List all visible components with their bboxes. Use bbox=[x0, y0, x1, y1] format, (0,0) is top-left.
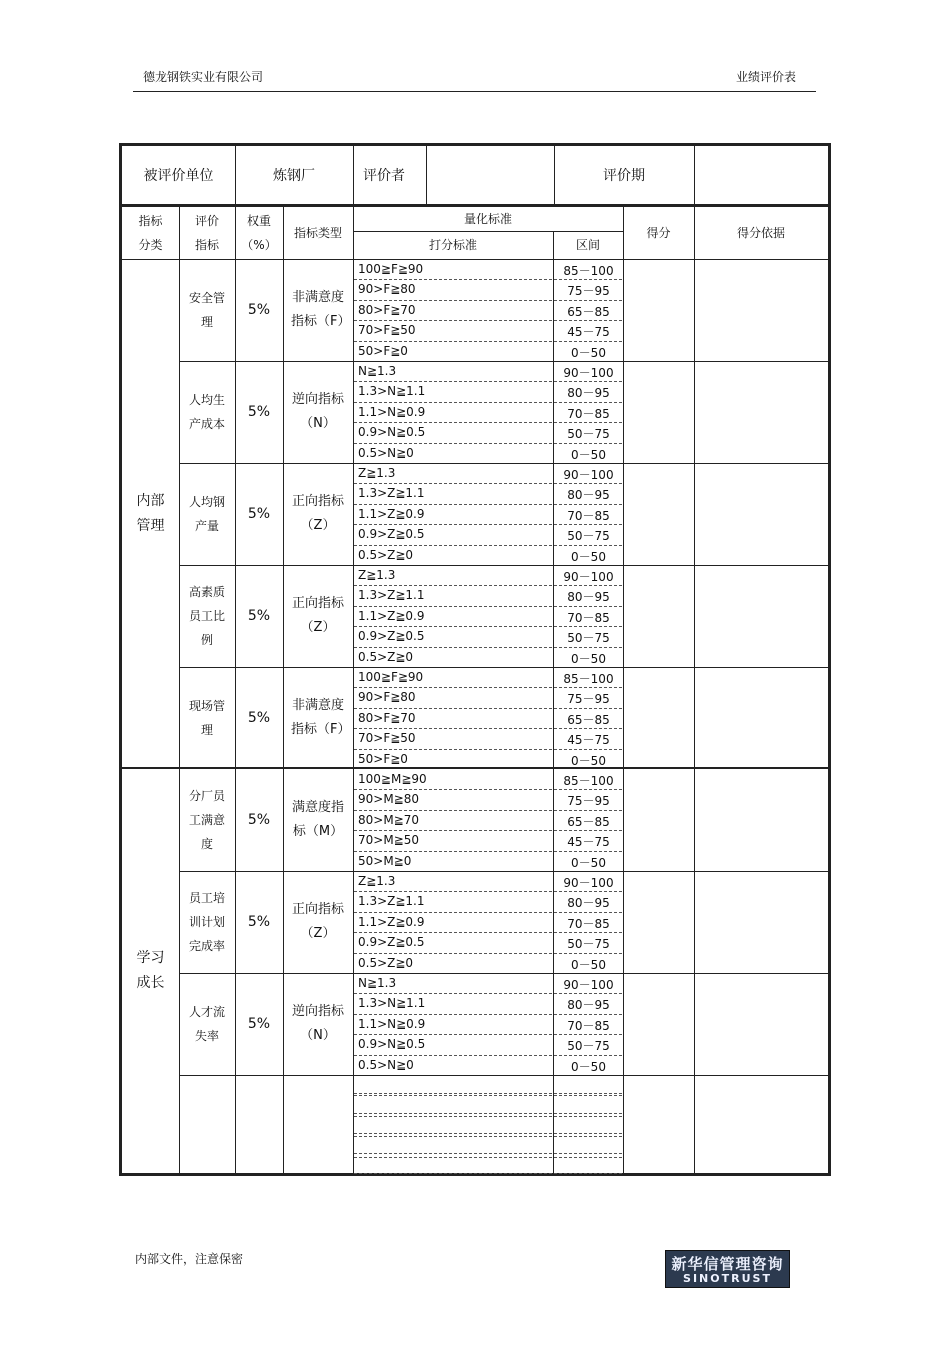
scoring-standard: Z≧1.3 bbox=[358, 466, 396, 480]
score-range: 0－50 bbox=[571, 651, 606, 666]
company-name: 德龙钢铁实业有限公司 bbox=[143, 70, 264, 84]
sub-divider bbox=[354, 443, 622, 444]
sub-divider bbox=[354, 483, 622, 484]
info-divider bbox=[122, 204, 828, 207]
indicator-type: 正向指标（Z） bbox=[291, 494, 344, 533]
sub-divider bbox=[354, 728, 622, 729]
score-range: 80－95 bbox=[567, 998, 610, 1013]
indicator-name: 现场管理 bbox=[188, 699, 225, 737]
score-field[interactable] bbox=[623, 361, 694, 463]
indicator-type: 正向指标（Z） bbox=[291, 902, 344, 941]
evaluation-table bbox=[119, 143, 831, 1176]
scoring-standard: 1.1>N≧0.9 bbox=[358, 1016, 426, 1031]
blank-line bbox=[354, 1133, 622, 1134]
scoring-standard: 1.1>Z≧0.9 bbox=[358, 914, 425, 929]
scoring-standard: 90>F≧80 bbox=[358, 690, 416, 705]
grid-line bbox=[426, 146, 427, 204]
scoring-standard: 70>F≧50 bbox=[358, 731, 416, 746]
scoring-standard: 100≧F≧90 bbox=[358, 670, 424, 684]
scoring-standard: 90>M≧80 bbox=[358, 792, 420, 807]
score-range: 80－95 bbox=[567, 590, 610, 605]
grid-line bbox=[694, 146, 695, 204]
col-indicator: 评价指标 bbox=[194, 214, 219, 252]
score-range: 85－100 bbox=[563, 264, 614, 278]
category-internal: 内部管理 bbox=[136, 492, 165, 534]
sub-divider bbox=[354, 851, 622, 852]
period-label: 评价期 bbox=[603, 168, 645, 184]
sub-divider bbox=[354, 300, 622, 301]
score-range: 45－75 bbox=[567, 835, 610, 850]
scoring-standard: 0.5>N≧0 bbox=[358, 1057, 414, 1072]
scoring-standard: 1.1>Z≧0.9 bbox=[358, 608, 425, 623]
indicator-name: 人均生产成本 bbox=[188, 393, 225, 431]
scoring-standard: 100≧F≧90 bbox=[358, 262, 424, 276]
score-range: 90－100 bbox=[563, 876, 614, 890]
indicator-weight: 5% bbox=[247, 710, 271, 726]
sub-divider bbox=[354, 1116, 622, 1117]
scoring-standard: 50>F≧0 bbox=[358, 751, 408, 766]
sub-divider bbox=[354, 749, 622, 750]
header-divider bbox=[133, 91, 816, 92]
indicator-name: 人均钢产量 bbox=[188, 495, 225, 533]
indicator-type: 逆向指标（N） bbox=[291, 1004, 344, 1043]
score-range: 0－50 bbox=[571, 345, 606, 360]
score-range: 70－85 bbox=[567, 916, 610, 931]
sub-divider bbox=[354, 647, 622, 648]
indicator-weight: 5% bbox=[247, 404, 271, 420]
scoring-standard: 80>F≧70 bbox=[358, 302, 416, 317]
indicator-name: 安全管理 bbox=[188, 291, 225, 329]
sub-divider bbox=[354, 341, 622, 342]
sub-divider bbox=[354, 830, 622, 831]
score-range: 0－50 bbox=[571, 447, 606, 462]
scoring-standard: 0.9>Z≧0.5 bbox=[358, 935, 425, 950]
score-range: 70－85 bbox=[567, 508, 610, 523]
grid-line bbox=[353, 146, 354, 204]
sub-divider bbox=[354, 1034, 622, 1035]
sub-divider bbox=[354, 402, 622, 403]
score-range: 70－85 bbox=[567, 406, 610, 421]
evaluator-field[interactable] bbox=[426, 146, 554, 204]
basis-field[interactable] bbox=[694, 667, 828, 769]
sub-divider bbox=[354, 810, 622, 811]
indicator-weight: 5% bbox=[247, 812, 271, 828]
score-range: 0－50 bbox=[571, 1059, 606, 1074]
score-range: 75－95 bbox=[567, 794, 610, 809]
score-field[interactable] bbox=[623, 769, 694, 871]
grid-line bbox=[554, 146, 555, 204]
sub-divider bbox=[354, 422, 622, 423]
unit-label: 被评价单位 bbox=[143, 168, 214, 184]
scoring-standard: 0.9>Z≧0.5 bbox=[358, 527, 425, 542]
scoring-standard: 70>M≧50 bbox=[358, 833, 420, 848]
indicator-type: 逆向指标（N） bbox=[291, 392, 344, 431]
blank-line bbox=[354, 1113, 622, 1114]
basis-field[interactable] bbox=[694, 871, 828, 973]
indicator-name: 高素质员工比例 bbox=[188, 585, 225, 647]
basis-field[interactable] bbox=[694, 769, 828, 871]
scoring-standard: 50>M≧0 bbox=[358, 853, 412, 868]
scoring-standard: 0.9>N≧0.5 bbox=[358, 425, 426, 440]
scoring-standard: Z≧1.3 bbox=[358, 874, 396, 888]
sub-divider bbox=[354, 1136, 622, 1137]
scoring-standard: 50>F≧0 bbox=[358, 343, 408, 358]
basis-field[interactable] bbox=[694, 463, 828, 565]
grid-line bbox=[353, 207, 354, 1173]
basis-field[interactable] bbox=[694, 361, 828, 463]
score-range: 50－75 bbox=[567, 427, 610, 442]
scoring-standard: 1.3>Z≧1.1 bbox=[358, 588, 425, 603]
score-field[interactable] bbox=[623, 463, 694, 565]
indicator-name: 分厂员工满意度 bbox=[188, 789, 225, 851]
score-range: 90－100 bbox=[563, 366, 614, 380]
scoring-standard: 1.3>Z≧1.1 bbox=[358, 894, 425, 909]
score-range: 0－50 bbox=[571, 855, 606, 870]
sub-divider bbox=[354, 953, 622, 954]
sub-divider bbox=[354, 708, 622, 709]
quant-divider bbox=[353, 231, 623, 232]
scoring-standard: 100≧M≧90 bbox=[358, 772, 427, 786]
category-growth: 学习成长 bbox=[136, 949, 165, 991]
score-range: 50－75 bbox=[567, 937, 610, 952]
sub-divider bbox=[354, 1014, 622, 1015]
scoring-standard: 1.3>Z≧1.1 bbox=[358, 486, 425, 501]
indicator-type: 正向指标（Z） bbox=[291, 596, 344, 635]
indicator-weight: 5% bbox=[247, 1016, 271, 1032]
score-field[interactable] bbox=[623, 973, 694, 1075]
score-range: 80－95 bbox=[567, 386, 610, 401]
scoring-standard: 0.5>Z≧0 bbox=[358, 955, 414, 970]
score-range: 0－50 bbox=[571, 957, 606, 972]
scoring-standard: 0.5>Z≧0 bbox=[358, 649, 414, 664]
sub-divider bbox=[354, 545, 622, 546]
indicator-name: 员工培训计划完成率 bbox=[188, 891, 225, 953]
col-type: 指标类型 bbox=[293, 226, 342, 240]
col-scoring: 打分标准 bbox=[428, 238, 477, 252]
indicator-weight: 5% bbox=[247, 914, 271, 930]
scoring-standard: 0.5>N≧0 bbox=[358, 445, 414, 460]
indicator-weight: 5% bbox=[247, 302, 271, 318]
score-range: 50－75 bbox=[567, 1039, 610, 1054]
sub-divider bbox=[354, 585, 622, 586]
score-range: 65－85 bbox=[567, 304, 610, 319]
score-range: 85－100 bbox=[563, 774, 614, 788]
score-range: 65－85 bbox=[567, 712, 610, 727]
score-field[interactable] bbox=[623, 667, 694, 769]
sub-divider bbox=[354, 524, 622, 525]
sub-divider bbox=[354, 993, 622, 994]
score-range: 65－85 bbox=[567, 814, 610, 829]
confidential-note: 内部文件，注意保密 bbox=[135, 1252, 244, 1266]
scoring-standard: 80>M≧70 bbox=[358, 812, 420, 827]
basis-field[interactable] bbox=[694, 565, 828, 667]
col-range: 区间 bbox=[575, 238, 600, 252]
score-range: 75－95 bbox=[567, 284, 610, 299]
document-title: 业绩评价表 bbox=[736, 70, 797, 84]
blank-line bbox=[354, 1173, 622, 1174]
sub-divider bbox=[354, 626, 622, 627]
unit-value: 炼钢厂 bbox=[273, 168, 315, 184]
scoring-standard: 0.9>Z≧0.5 bbox=[358, 629, 425, 644]
indicator-weight: 5% bbox=[247, 506, 271, 522]
period-field[interactable] bbox=[694, 146, 828, 204]
scoring-standard: Z≧1.3 bbox=[358, 568, 396, 582]
grid-line bbox=[235, 146, 236, 204]
score-range: 0－50 bbox=[571, 753, 606, 768]
score-field[interactable] bbox=[623, 259, 694, 361]
basis-field[interactable] bbox=[694, 973, 828, 1075]
scoring-standard: 90>F≧80 bbox=[358, 282, 416, 297]
blank-line bbox=[354, 1153, 622, 1154]
score-range: 80－95 bbox=[567, 488, 610, 503]
score-field[interactable] bbox=[623, 565, 694, 667]
score-range: 90－100 bbox=[563, 978, 614, 992]
score-range: 70－85 bbox=[567, 610, 610, 625]
score-range: 50－75 bbox=[567, 529, 610, 544]
logo-cn-text: 新华信管理咨询 bbox=[671, 1255, 784, 1273]
scoring-standard: 80>F≧70 bbox=[358, 710, 416, 725]
basis-field[interactable] bbox=[694, 259, 828, 361]
scoring-standard: 1.3>N≧1.1 bbox=[358, 384, 426, 399]
indicator-type: 非满意度指标（F） bbox=[291, 290, 351, 329]
score-range: 80－95 bbox=[567, 896, 610, 911]
sub-divider bbox=[354, 687, 622, 688]
evaluator-label: 评价者 bbox=[363, 168, 405, 184]
col-quant: 量化标准 bbox=[463, 212, 512, 226]
sub-divider bbox=[354, 932, 622, 933]
score-range: 45－75 bbox=[567, 733, 610, 748]
col-score: 得分 bbox=[646, 226, 671, 240]
score-field[interactable] bbox=[623, 871, 694, 973]
scoring-standard: 0.5>Z≧0 bbox=[358, 547, 414, 562]
scoring-standard: 0.9>N≧0.5 bbox=[358, 1037, 426, 1052]
indicator-type: 非满意度指标（F） bbox=[291, 698, 351, 737]
col-basis: 得分依据 bbox=[736, 226, 785, 240]
scoring-standard: 70>F≧50 bbox=[358, 323, 416, 338]
row-divider bbox=[179, 1075, 828, 1076]
sub-divider bbox=[354, 1055, 622, 1056]
score-range: 75－95 bbox=[567, 692, 610, 707]
indicator-name: 人才流失率 bbox=[188, 1005, 225, 1043]
sub-divider bbox=[354, 789, 622, 790]
sub-divider bbox=[354, 279, 622, 280]
sub-divider bbox=[354, 1157, 622, 1158]
sub-divider bbox=[354, 1095, 622, 1096]
scoring-standard: N≧1.3 bbox=[358, 976, 397, 990]
indicator-type: 满意度指标（M） bbox=[291, 800, 344, 839]
sub-divider bbox=[354, 381, 622, 382]
sub-divider bbox=[354, 606, 622, 607]
score-range: 45－75 bbox=[567, 325, 610, 340]
sub-divider bbox=[354, 891, 622, 892]
score-range: 50－75 bbox=[567, 631, 610, 646]
score-range: 0－50 bbox=[571, 549, 606, 564]
sinotrust-logo bbox=[665, 1250, 790, 1288]
col-weight: 权重（%） bbox=[241, 214, 277, 252]
score-range: 90－100 bbox=[563, 570, 614, 584]
scoring-standard: 1.1>Z≧0.9 bbox=[358, 506, 425, 521]
scoring-standard: 1.3>N≧1.1 bbox=[358, 996, 426, 1011]
sub-divider bbox=[354, 320, 622, 321]
score-range: 85－100 bbox=[563, 672, 614, 686]
scoring-standard: 1.1>N≧0.9 bbox=[358, 404, 426, 419]
sub-divider bbox=[354, 912, 622, 913]
sub-divider bbox=[354, 504, 622, 505]
indicator-weight: 5% bbox=[247, 608, 271, 624]
scoring-standard: N≧1.3 bbox=[358, 364, 397, 378]
score-range: 70－85 bbox=[567, 1018, 610, 1033]
score-range: 90－100 bbox=[563, 468, 614, 482]
blank-line bbox=[354, 1093, 622, 1094]
col-category: 指标分类 bbox=[138, 214, 163, 252]
logo-en-text: SINOTRUST bbox=[683, 1272, 772, 1285]
